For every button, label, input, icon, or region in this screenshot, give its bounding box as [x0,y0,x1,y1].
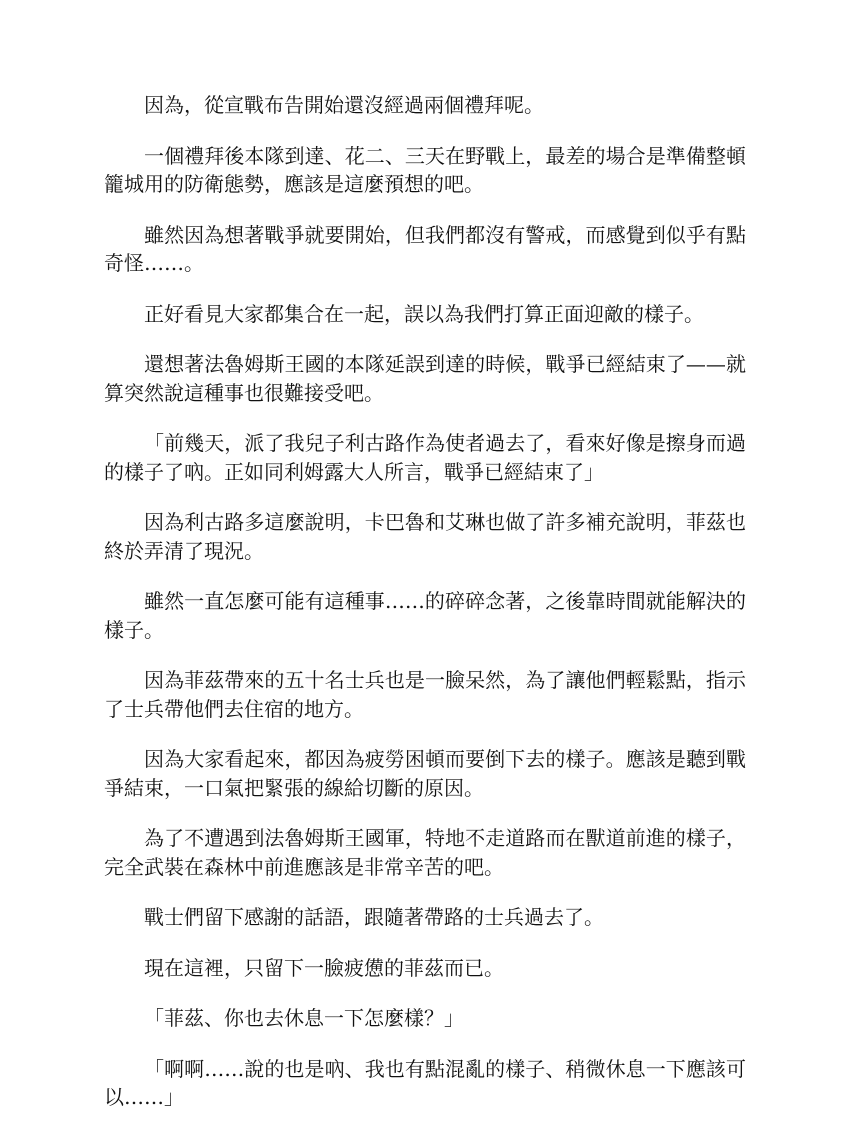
paragraph-12: 戰士們留下感謝的話語，跟隨著帶路的士兵過去了。 [144,905,604,929]
paragraph-10: 因為大家看起來，都因為疲勞困頓而要倒下去的樣子。應該是聽到戰爭結束，一口氣把緊張的線給切斷的原因。 [104,747,746,800]
paragraph-9: 因為菲茲帶來的五十名士兵也是一臉呆然，為了讓他們輕鬆點，指示了士兵帶他們去住宿的地方。 [104,668,746,721]
paragraph-5: 還想著法魯姆斯王國的本隊延誤到達的時候，戰爭已經結束了——就算突然說這種事也很難接受吧。 [104,352,746,405]
paragraph-14: 「菲茲、你也去休息一下怎麼樣？」 [144,1006,464,1030]
paragraph-4: 正好看見大家都集合在一起，誤以為我們打算正面迎敵的樣子。 [144,301,704,326]
paragraph-3: 雖然因為想著戰爭就要開始，但我們都沒有警戒，而感覺到似乎有點奇怪……。 [104,222,746,275]
paragraph-2: 一個禮拜後本隊到達、花二、三天在野戰上，最差的場合是準備整頓籠城用的防衛態勢，應該是這麼預想的吧。 [104,143,746,196]
paragraph-11: 為了不遭遇到法魯姆斯王國軍，特地不走道路而在獸道前進的樣子，完全武裝在森林中前進應該是非常辛苦的吧。 [104,826,746,879]
document-page [104,91,746,1134]
paragraph-8: 雖然一直怎麼可能有這種事……的碎碎念著，之後靠時間就能解決的樣子。 [104,589,746,642]
paragraph-15: 「啊啊……說的也是吶、我也有點混亂的樣子、稍微休息一下應該可以……」 [104,1056,746,1109]
paragraph-7: 因為利古路多這麼說明，卡巴魯和艾琳也做了許多補充說明，菲茲也終於弄清了現況。 [104,510,746,563]
paragraph-1: 因為，從宣戰布告開始還沒經過兩個禮拜呢。 [144,93,544,117]
paragraph-13: 現在這裡，只留下一臉疲憊的菲茲而已。 [144,955,504,980]
paragraph-6: 「前幾天，派了我兒子利古路作為使者過去了，看來好像是擦身而過的樣子了吶。正如同利姆露大人所言，戰爭已經結束了」 [104,431,746,484]
